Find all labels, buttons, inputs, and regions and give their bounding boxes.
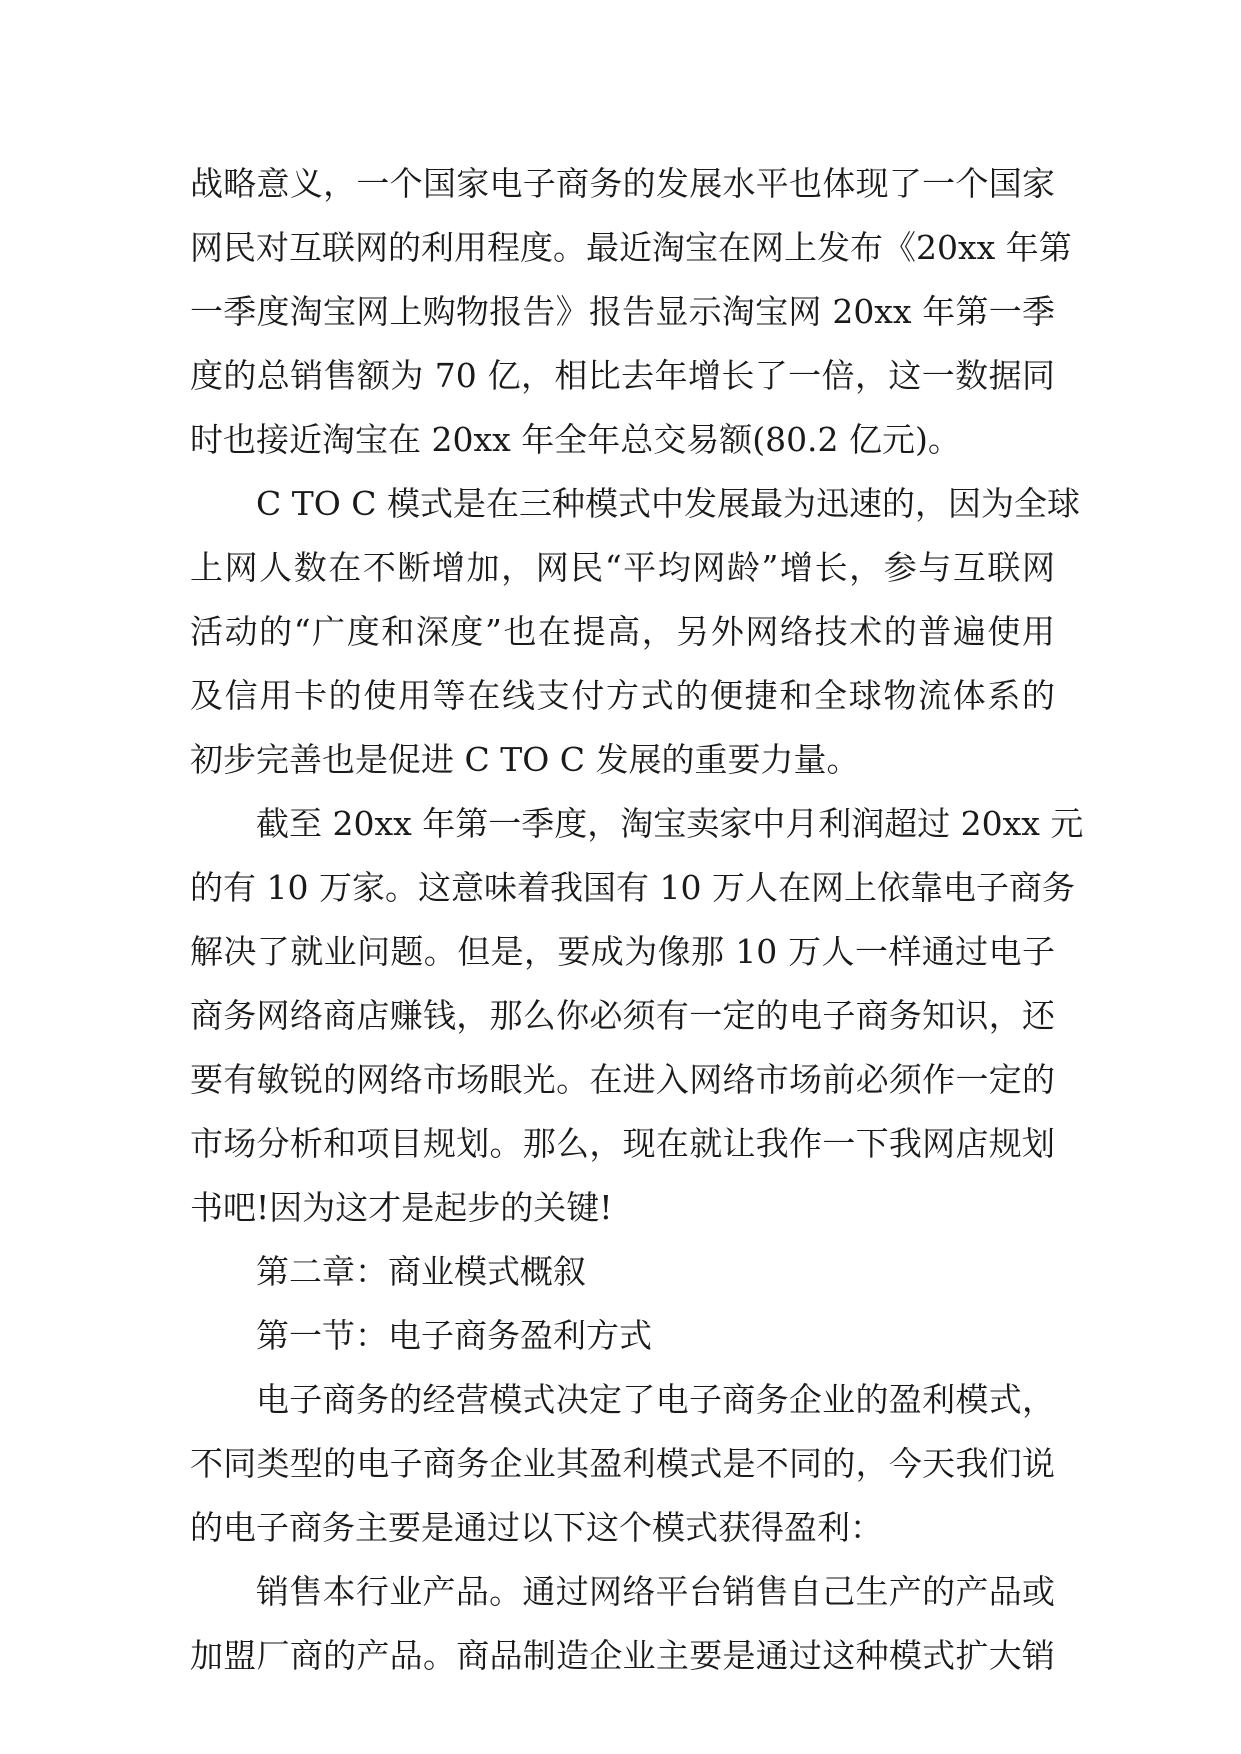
text-line: 加盟厂商的产品。商品制造企业主要是通过这种模式扩大销 (190, 1636, 1055, 1675)
text-line: 一季度淘宝网上购物报告》报告显示淘宝网 20xx 年第一季 (190, 292, 1055, 331)
text-line: 不同类型的电子商务企业其盈利模式是不同的，今天我们说 (190, 1444, 1055, 1483)
chapter-heading (190, 1240, 1055, 1304)
text-line: 时也接近淘宝在 20xx 年全年总交易额(80.2 亿元)。 (190, 420, 961, 459)
text-line: 网民对互联网的利用程度。最近淘宝在网上发布《20xx 年第 (190, 228, 1072, 267)
heading-text: 第二章：商业模式概叙 (256, 1252, 586, 1291)
text-line: 活动的“广度和深度”也在提高，另外网络技术的普遍使用 (190, 612, 1055, 651)
section-heading (190, 1304, 1055, 1368)
paragraph (190, 472, 1081, 792)
text-line: 上网人数在不断增加，网民“平均网龄”增长，参与互联网 (190, 548, 1055, 587)
text-line: 战略意义，一个国家电子商务的发展水平也体现了一个国家 (190, 164, 1055, 203)
text-line: 解决了就业问题。但是，要成为像那 10 万人一样通过电子 (190, 932, 1055, 971)
paragraph (190, 152, 1072, 472)
text-line: 要有敏锐的网络市场眼光。在进入网络市场前必须作一定的 (190, 1060, 1055, 1099)
paragraph (190, 792, 1084, 1240)
text-line: 销售本行业产品。通过网络平台销售自己生产的产品或 (256, 1572, 1055, 1611)
text-line: 书吧!因为这才是起步的关键! (190, 1188, 613, 1227)
text-line: 度的总销售额为 70 亿，相比去年增长了一倍，这一数据同 (190, 356, 1055, 395)
document-body (190, 152, 1084, 1688)
paragraph (190, 1368, 1055, 1560)
text-line: 及信用卡的使用等在线支付方式的便捷和全球物流体系的 (190, 676, 1055, 715)
text-line: 电子商务的经营模式决定了电子商务企业的盈利模式， (256, 1380, 1055, 1419)
text-line: C TO C 模式是在三种模式中发展最为迅速的，因为全球 (256, 484, 1081, 523)
paragraph (190, 1560, 1055, 1688)
text-line: 商务网络商店赚钱，那么你必须有一定的电子商务知识，还 (190, 996, 1055, 1035)
text-line: 的有 10 万家。这意味着我国有 10 万人在网上依靠电子商务 (190, 868, 1075, 907)
text-line: 的电子商务主要是通过以下这个模式获得盈利： (190, 1508, 883, 1547)
heading-text: 第一节：电子商务盈利方式 (256, 1316, 652, 1355)
text-line: 截至 20xx 年第一季度，淘宝卖家中月利润超过 20xx 元 (256, 804, 1084, 843)
text-line: 市场分析和项目规划。那么，现在就让我作一下我网店规划 (190, 1124, 1055, 1163)
text-line: 初步完善也是促进 C TO C 发展的重要力量。 (190, 740, 860, 779)
